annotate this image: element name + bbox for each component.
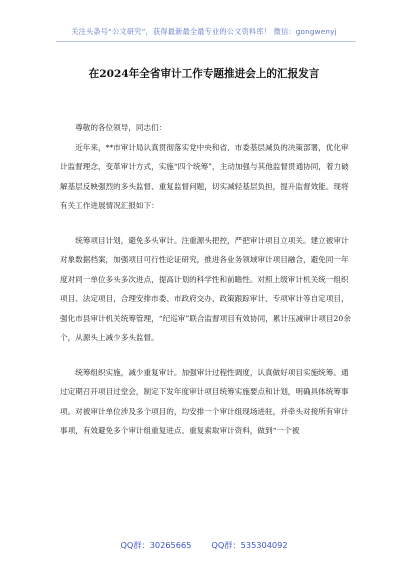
- salutation: 尊敬的各位领导，同志们：: [75, 123, 167, 132]
- document-body: [60, 118, 352, 441]
- qq-group-2: QQ群：535304092: [211, 540, 288, 550]
- qq-group-1: QQ群：30265665: [120, 540, 192, 550]
- paragraph-2: 统筹项目计划，避免多头审计。注重源头把控，严把审计项目立项关。建立被审计对象数据档案，加强项目可行性论证研究，推进各业务领域审计项目融合，避免同一年度对同一单位多头多次进点，提高计划的科学性和前瞻性。对照上级审计机关统一组织项目、法定项目，合理安排市委、市政府交办、政策跟踪审计、专项审计等自定项目，强化市县审计机关统筹管理，“纪巡审”联合监督项目有效协同，累计压减审计项目20余个，从源头上减少多头监督。: [60, 235, 351, 342]
- header-banner: 关注头条号“公文研究”，获得最新最全最专业的公文资料库！ 微信：gongwenyj: [71, 27, 337, 36]
- document-title: 在2024年全省审计工作专题推进会上的汇报发言: [88, 68, 320, 80]
- paragraph-3: 统筹组织实施，减少重复审计。加强审计过程性调度，认真做好项目实施统筹。通过定期召开项目过堂会，制定下发年度审计项目统筹实施要点和计划，明确具体统筹事项。对被审计单位涉及多个项目的，均安排一个审计组现场进驻，并牵头对接所有审计事项，有效避免多个审计组重复进点、重复索取审计资料，做到“一个被: [60, 367, 349, 435]
- paragraph-1: 近年来，**市审计局认真贯彻落实党中央和省、市委基层减负的决策部署，优化审计监督理念，变革审计方式，实施“四个统筹”，主动加强与其他监督贯通协同，着力破解基层反映强烈的多头监督、重复监督问题，切实减轻基层负担，提升监督效能。现将有关工作进展情况汇报如下：: [60, 142, 349, 210]
- footer-qq-groups: [0, 540, 408, 551]
- header-divider: [56, 41, 356, 42]
